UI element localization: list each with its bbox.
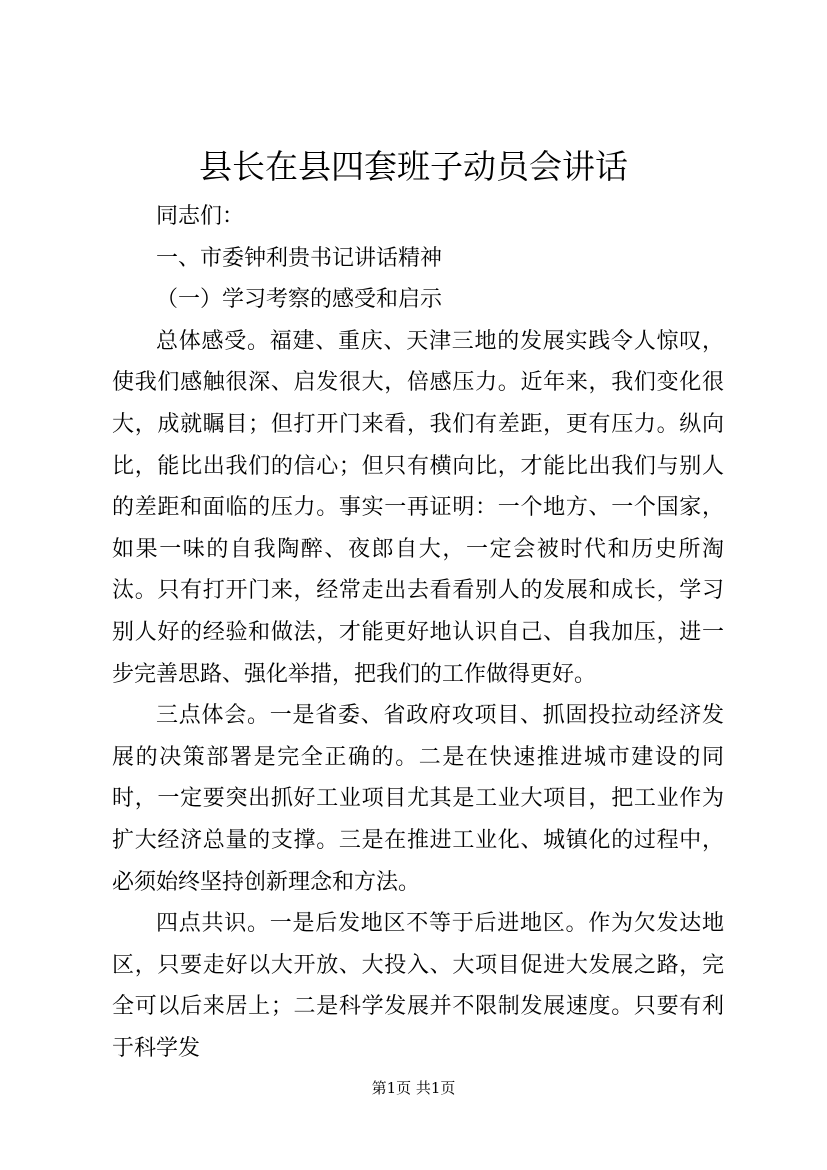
paragraph-overall-feeling: 总体感受。福建、重庆、天津三地的发展实践令人惊叹，使我们感触很深、启发很大，倍感压力。近年来，我们变化很大，成就瞩目；但打开门来看，我们有差距，更有压力。纵向比，能比出我们的信心；但只有横向比，才能比出我们与别人的差距和面临的压力。事实一再证明：一个地方、一个国家，如果一味的自我陶醉、夜郎自大，一定会被时代和历史所淘汰。只有打开门来，经常走出去看看别人的发展和成长，学习别人好的经验和做法，才能更好地认识自己、自我加压，进一步完善思路、强化举措，把我们的工作做得更好。 [112,328,724,687]
paragraph-four-consensus: 四点共识。一是后发地区不等于后进地区。作为欠发达地区，只要走好以大开放、大投入、大项目促进大发展之路，完全可以后来居上；二是科学发展并不限制发展速度。只要有利于科学发 [112,911,724,1061]
document-title: 县长在县四套班子动员会讲话 [199,147,628,186]
paragraph-three-insights: 三点体会。一是省委、省政府攻项目、抓固投拉动经济发展的决策部署是完全正确的。二是在快速推进城市建设的同时，一定要突出抓好工业项目尤其是工业大项目，把工业作为扩大经济总量的支撑。三是在推进工业化、城镇化的过程中，必须始终坚持创新理念和方法。 [112,703,724,895]
page-footer: 第1页 共1页 [371,1079,456,1097]
section-heading-1: 一、市委钟利贵书记讲话精神 [156,245,443,271]
salutation: 同志们： [156,204,245,229]
section-heading-2: （一）学习考察的感受和启示 [156,287,443,313]
document-body [112,196,724,1069]
